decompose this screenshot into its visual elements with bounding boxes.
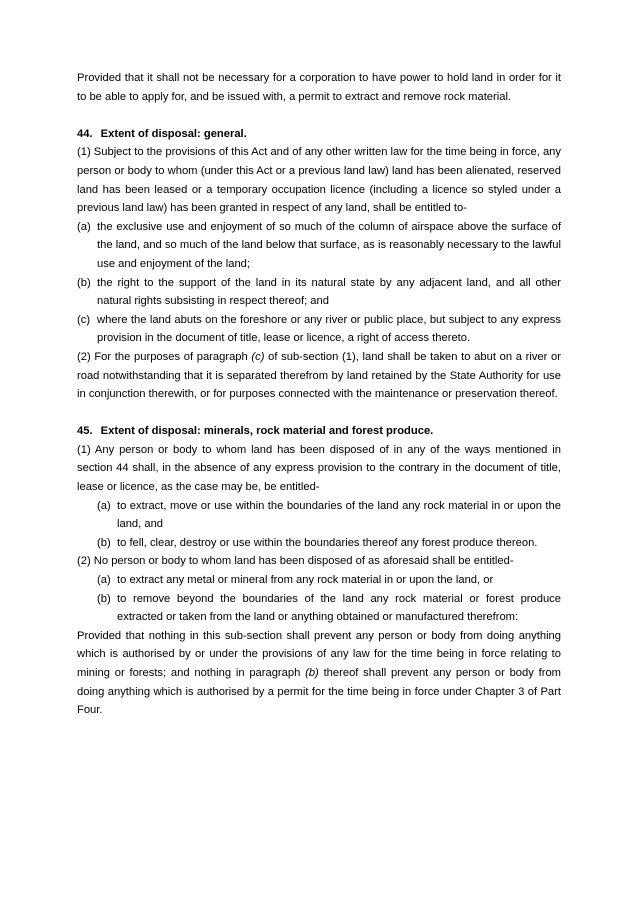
- item-text: where the land abuts on the foreshore or any river or public place, but subject to any express provision in the document of title, lease or licence, a right of access thereto.: [97, 313, 561, 345]
- item-text: the right to the support of the land in its natural state by any adjacent land, and all other natural rights subsisting in respect thereof; and: [97, 276, 561, 308]
- document-body: [77, 69, 561, 720]
- item-label: (b): [77, 276, 91, 289]
- item-text: the exclusive use and enjoyment of so much of the column of airspace above the surface of the land, and so much of the land below that surface, as is reasonably necessary to the lawful use and enjoyment of the land;: [97, 220, 561, 270]
- item-text: to extract any metal or mineral from any rock material in or upon the land, or: [117, 574, 494, 587]
- item-label: (b): [97, 536, 111, 549]
- item-label: (c): [77, 313, 91, 326]
- section-45-heading: [77, 422, 561, 441]
- section-45-proviso: Provided that nothing in this sub-section shall prevent any person or body from doing anything which is authorised by or under the provisions of any law for the time being in force relating to mining or forests; and nothing in paragraph (b) thereof shall prevent any person or body from doing anything which is authorised by a permit for the time being in force under Chapter 3 of Part Four.: [77, 629, 561, 717]
- paragraph-reference: (b): [305, 667, 319, 679]
- section-45-1-item-b: [77, 534, 561, 553]
- section-44-title: Extent of disposal: general.: [100, 127, 247, 140]
- paragraph-reference: (c): [251, 350, 265, 363]
- item-label: (a): [77, 220, 91, 233]
- item-label: (a): [97, 499, 111, 512]
- item-text: to remove beyond the boundaries of the land any rock material or forest produce extracted or taken from the land or anything obtained or manufactured therefrom:: [117, 592, 561, 624]
- item-text: to extract, move or use within the boundaries of the land any rock material in or upon the land, and: [117, 499, 561, 531]
- item-text: to fell, clear, destroy or use within the boundaries thereof any forest produce thereon.: [117, 536, 538, 549]
- section-45-subsection-2: (2) No person or body to whom land has been disposed of as aforesaid shall be entitled-: [77, 555, 514, 568]
- section-45-1-item-a: [77, 497, 561, 534]
- section-44-item-c: [77, 311, 561, 348]
- section-44-item-a: [77, 218, 561, 274]
- item-label: (b): [97, 592, 111, 605]
- section-44-item-b: [77, 274, 561, 311]
- section-45-subsection-1: (1) Any person or body to whom land has been disposed of in any of the ways mentioned in section 44 shall, in the absence of any express provision to the contrary in the document of title, lease or licence, as the case may be, be entitled-: [77, 443, 561, 494]
- section-44-subsection-2: (2) For the purposes of paragraph (c) of sub-section (1), land shall be taken to abut on a river or road notwithstanding that it is separated therefrom by land retained by the State Authority for use in conjunction therewith, or for purposes connected with the maintenance or preservation thereof.: [77, 350, 562, 401]
- intro-proviso: Provided that it shall not be necessary for a corporation to have power to hold land in order for it to be able to apply for, and be issued with, a permit to extract and remove rock material.: [77, 72, 561, 103]
- item-label: (a): [97, 574, 111, 587]
- section-44-number: 44.: [77, 127, 93, 140]
- section-45-2-item-a: [77, 571, 561, 590]
- section-45-title: Extent of disposal: minerals, rock material and forest produce.: [100, 425, 434, 438]
- section-44-subsection-1: (1) Subject to the provisions of this Act and of any other written law for the time being in force, any person or body to whom (under this Act or a previous land law) land has been alienated, reserved land has been leased or a temporary occupation licence (including a licence so styled under a previous land law) has been granted in respect of any land, shall be entitled to-: [77, 146, 561, 215]
- section-45-2-item-b: [77, 590, 561, 627]
- section-44-heading: [77, 125, 561, 144]
- section-45-number: 45.: [77, 425, 93, 438]
